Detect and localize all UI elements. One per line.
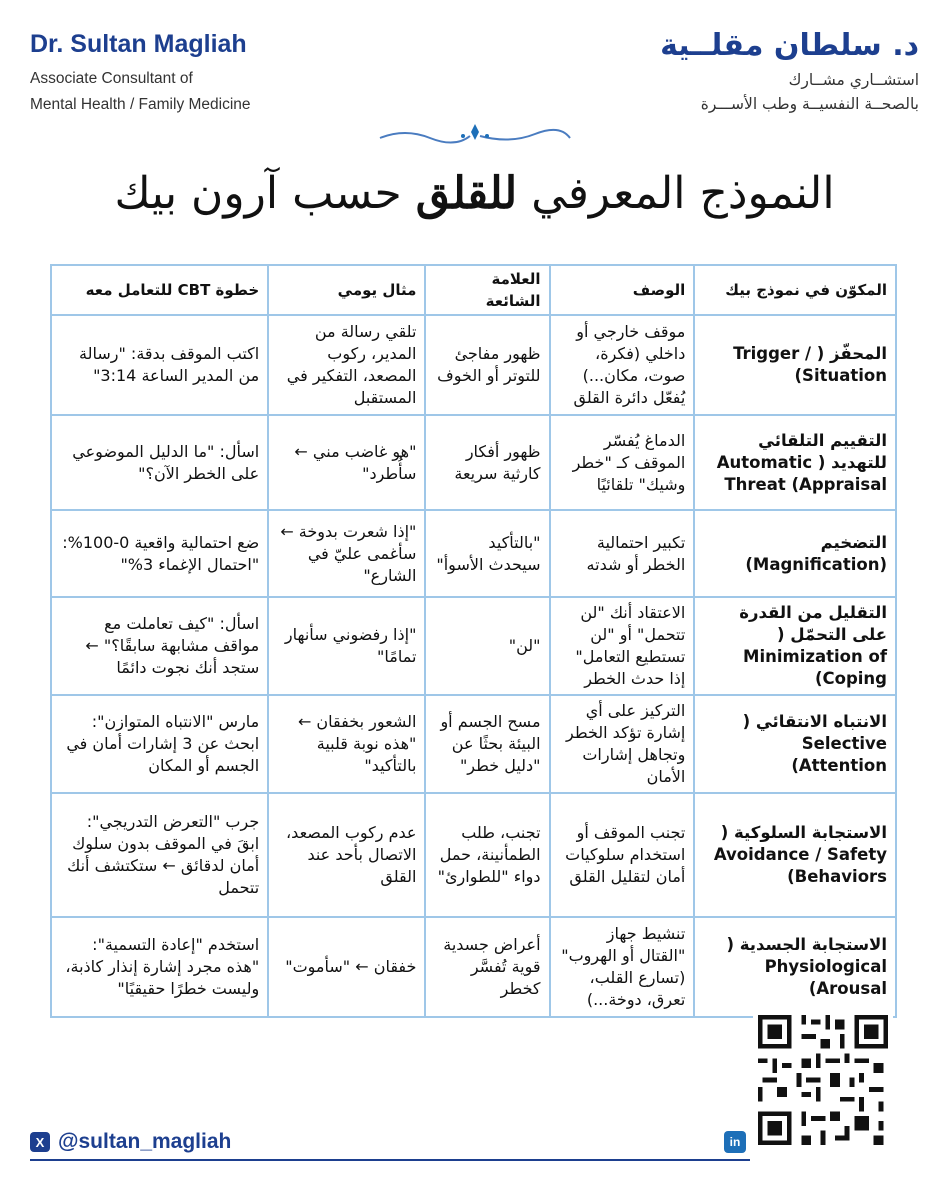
header-arabic bbox=[589, 28, 919, 113]
cell-component: الاستجابة السلوكية ( Avoidance / Safety (Behaviors bbox=[694, 793, 896, 917]
cell-cbt-step: مارس "الانتباه المتوازن": ابحث عن 3 إشارات أمان في الجسم أو المكان bbox=[51, 695, 268, 793]
cell-sign: أعراض جسدية قوية تُفسَّر كخطر bbox=[425, 917, 549, 1017]
title-part-1: النموذج المعرفي bbox=[517, 168, 835, 219]
cell-description: تكبير احتمالية الخطر أو شدته bbox=[550, 510, 695, 597]
social-handle[interactable] bbox=[30, 1125, 231, 1159]
table-row bbox=[51, 695, 896, 793]
cell-cbt-step: جرب "التعرض التدريجي": ابقَ في الموقف بدون سلوك أمان لدقائق ← ستكتشف أنك تتحمل bbox=[51, 793, 268, 917]
cell-description: موقف خارجي أو داخلي (فكرة، صوت، مكان...) يُفعّل دائرة القلق bbox=[550, 315, 695, 415]
title-emphasis: للقلق bbox=[415, 168, 518, 219]
header-english bbox=[30, 30, 350, 114]
table-header-row bbox=[51, 265, 896, 315]
cell-sign: مسح الجسم أو البيئة بحثًا عن "دليل خطر" bbox=[425, 695, 549, 793]
cell-cbt-step: اسأل: "ما الدليل الموضوعي على الخطر الآن؟" bbox=[51, 415, 268, 510]
cbt-table bbox=[50, 264, 897, 1018]
table-row bbox=[51, 793, 896, 917]
table-row bbox=[51, 510, 896, 597]
cell-cbt-step: اكتب الموقف بدقة: "رسالة من المدير الساعة 3:14" bbox=[51, 315, 268, 415]
title-part-2: حسب آرون بيك bbox=[114, 168, 416, 219]
cell-description: الاعتقاد أنك "لن تتحمل" أو "لن تستطيع التعامل" إذا حدث الخطر bbox=[550, 597, 695, 695]
title-line-2-ar: بالصحــة النفسيــة وطب الأســـرة bbox=[700, 95, 919, 113]
handle-text[interactable]: @sultan_magliah bbox=[58, 1130, 232, 1153]
cell-sign: ظهور أفكار كارثية سريعة bbox=[425, 415, 549, 510]
cell-component: الاستجابة الجسدية ( Physiological (Arousal bbox=[694, 917, 896, 1017]
doctor-name-ar: د. سلطان مقلــية bbox=[660, 28, 919, 63]
qr-code[interactable] bbox=[753, 1010, 893, 1150]
cell-description: تنشيط جهاز "القتال أو الهروب" (تسارع القلب، تعرق، دوخة...) bbox=[550, 917, 695, 1017]
cell-sign: ظهور مفاجئ للتوتر أو الخوف bbox=[425, 315, 549, 415]
doctor-name-en: Dr. Sultan Magliah bbox=[30, 30, 247, 58]
cell-component: الانتباه الانتقائي ( Selective (Attention bbox=[694, 695, 896, 793]
header-example: مثال يومي bbox=[268, 265, 425, 315]
cell-description: تجنب الموقف أو استخدام سلوكيات أمان لتقليل القلق bbox=[550, 793, 695, 917]
cell-example: "هو غاضب مني ← سأُطرد" bbox=[268, 415, 425, 510]
cell-cbt-step: اسأل: "كيف تعاملت مع مواقف مشابهة سابقًا؟" ← ستجد أنك نجوت دائمًا bbox=[51, 597, 268, 695]
cell-example: "إذا رفضوني سأنهار تمامًا" bbox=[268, 597, 425, 695]
cell-component: التضخيم (Magnification) bbox=[694, 510, 896, 597]
footer bbox=[30, 1125, 750, 1161]
cell-component: التقليل من القدرة على التحمّل ( Minimization of (Coping bbox=[694, 597, 896, 695]
header-component: المكوّن في نموذج بيك bbox=[694, 265, 896, 315]
footer-divider bbox=[30, 1159, 750, 1161]
divider-ornament-icon bbox=[375, 118, 575, 152]
header-description: الوصف bbox=[550, 265, 695, 315]
title-line-1-en: Associate Consultant of bbox=[30, 70, 193, 87]
cell-cbt-step: استخدم "إعادة التسمية": "هذه مجرد إشارة إنذار كاذبة، وليست خطرًا حقيقيًا" bbox=[51, 917, 268, 1017]
cell-example: "إذا شعرت بدوخة ← سأغمى عليّ في الشارع" bbox=[268, 510, 425, 597]
cell-component: التقييم التلقائي للتهديد ( Automatic Threat (Appraisal bbox=[694, 415, 896, 510]
cell-sign: "بالتأكيد سيحدث الأسوأ" bbox=[425, 510, 549, 597]
x-logo-icon: X bbox=[30, 1132, 50, 1152]
title-line-1-ar: استشــاري مشــارك bbox=[788, 71, 919, 89]
cell-example: الشعور بخفقان ← "هذه نوبة قلبية بالتأكيد" bbox=[268, 695, 425, 793]
table-row bbox=[51, 597, 896, 695]
table-row bbox=[51, 917, 896, 1017]
cell-description: الدماغ يُفسّر الموقف كـ "خطر وشيك" تلقائيًا bbox=[550, 415, 695, 510]
cell-component: المحفّز ( / Trigger (Situation bbox=[694, 315, 896, 415]
table-row bbox=[51, 415, 896, 510]
cell-description: التركيز على أي إشارة تؤكد الخطر وتجاهل إشارات الأمان bbox=[550, 695, 695, 793]
cell-example: عدم ركوب المصعد، الاتصال بأحد عند القلق bbox=[268, 793, 425, 917]
header-sign: العلامة الشائعة bbox=[425, 265, 549, 315]
header-cbt-step: خطوة CBT للتعامل معه bbox=[51, 265, 268, 315]
cell-example: تلقي رسالة من المدير، ركوب المصعد، التفكير في المستقبل bbox=[268, 315, 425, 415]
cell-sign: "لن" bbox=[425, 597, 549, 695]
cell-cbt-step: ضع احتمالية واقعية 0-100%: "احتمال الإغماء 3%" bbox=[51, 510, 268, 597]
cell-example: خفقان ← "سأموت" bbox=[268, 917, 425, 1017]
cell-sign: تجنب، طلب الطمأنينة، حمل دواء "للطوارئ" bbox=[425, 793, 549, 917]
table-row bbox=[51, 315, 896, 415]
title-line-2-en: Mental Health / Family Medicine bbox=[30, 96, 251, 113]
linkedin-icon[interactable]: in bbox=[724, 1131, 746, 1153]
page-title bbox=[40, 168, 909, 219]
